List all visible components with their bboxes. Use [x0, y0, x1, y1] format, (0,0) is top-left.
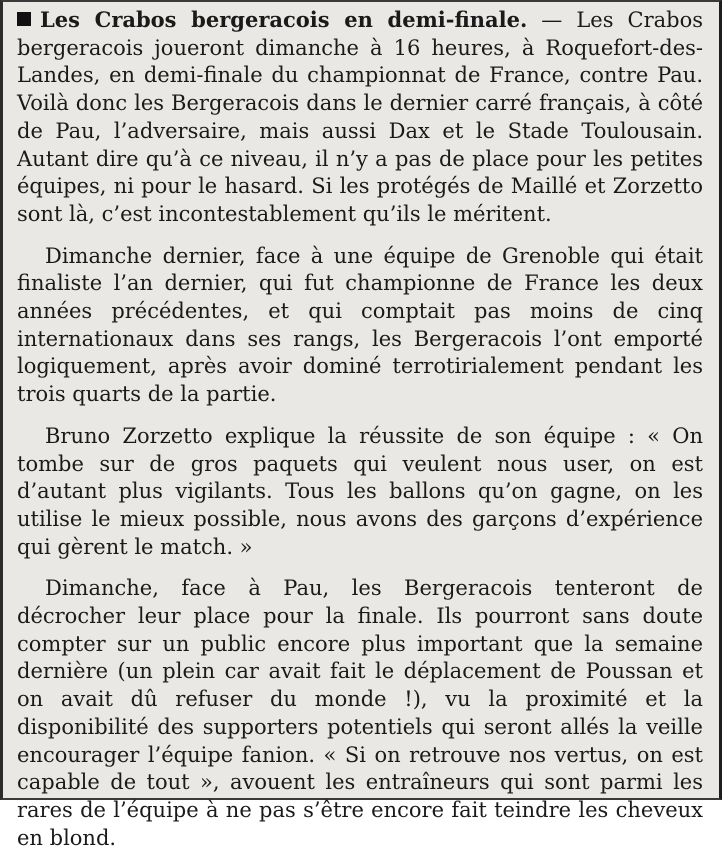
article-headline: Les Crabos bergeracois en demi-finale. [40, 7, 528, 32]
square-bullet-icon [17, 12, 31, 26]
article-lead-text: — Les Crabos bergeracois joueront dimanche à 16 heures, à Roquefort-des-Landes, en demi-finale du championnat de France, contre Pau. Voilà donc les Bergeracois dans le dernier carré français, à côté de Pau, l’adversaire, mais aussi Dax et le Stade Toulousain. Autant dire qu’à ce niveau, il n’y a pas de place pour les petites équipes, ni pour le hasard. Si les protégés de Maillé et Zorzetto sont là, c’est incontestablement qu’ils le méritent. [17, 8, 703, 226]
article-paragraph: Bruno Zorzetto explique la réussite de son équipe : « On tombe sur de gros paquets qui veulent nous user, on est d’autant plus vigilants. Tous les ballons qu’on gagne, on les utilise le mieux possible, nous avons des garçons d’expérience qui gèrent le match. » [17, 423, 703, 559]
article-paragraph: Dimanche dernier, face à une équipe de Grenoble qui était finaliste l’an dernier, qui fut championne de France les deux années précédentes, et qui comptait pas moins de cinq internationaux dans ses rangs, les Bergeracois l’ont emporté logiquement, après avoir dominé terrotirialement pendant les trois quarts de la partie. [17, 243, 703, 407]
article-lead-paragraph [17, 6, 703, 229]
article-paragraph: Dimanche, face à Pau, les Bergeracois tenteront de décrocher leur place pour la finale. Ils pourront sans doute compter sur un public encore plus important que la semaine dernière (un plein car avait fait le déplacement de Poussan et on avait dû refuser du monde !), vu la proximité et la disponibilité des supporters potentiels qui seront allés la veille encourager l’équipe fanion. « Si on retrouve nos vertus, on est capable de tout », avouent les entraîneurs qui sont parmi les rares de l’équipe à ne pas s’être encore fait teindre les cheveux en blond. [17, 576, 703, 850]
